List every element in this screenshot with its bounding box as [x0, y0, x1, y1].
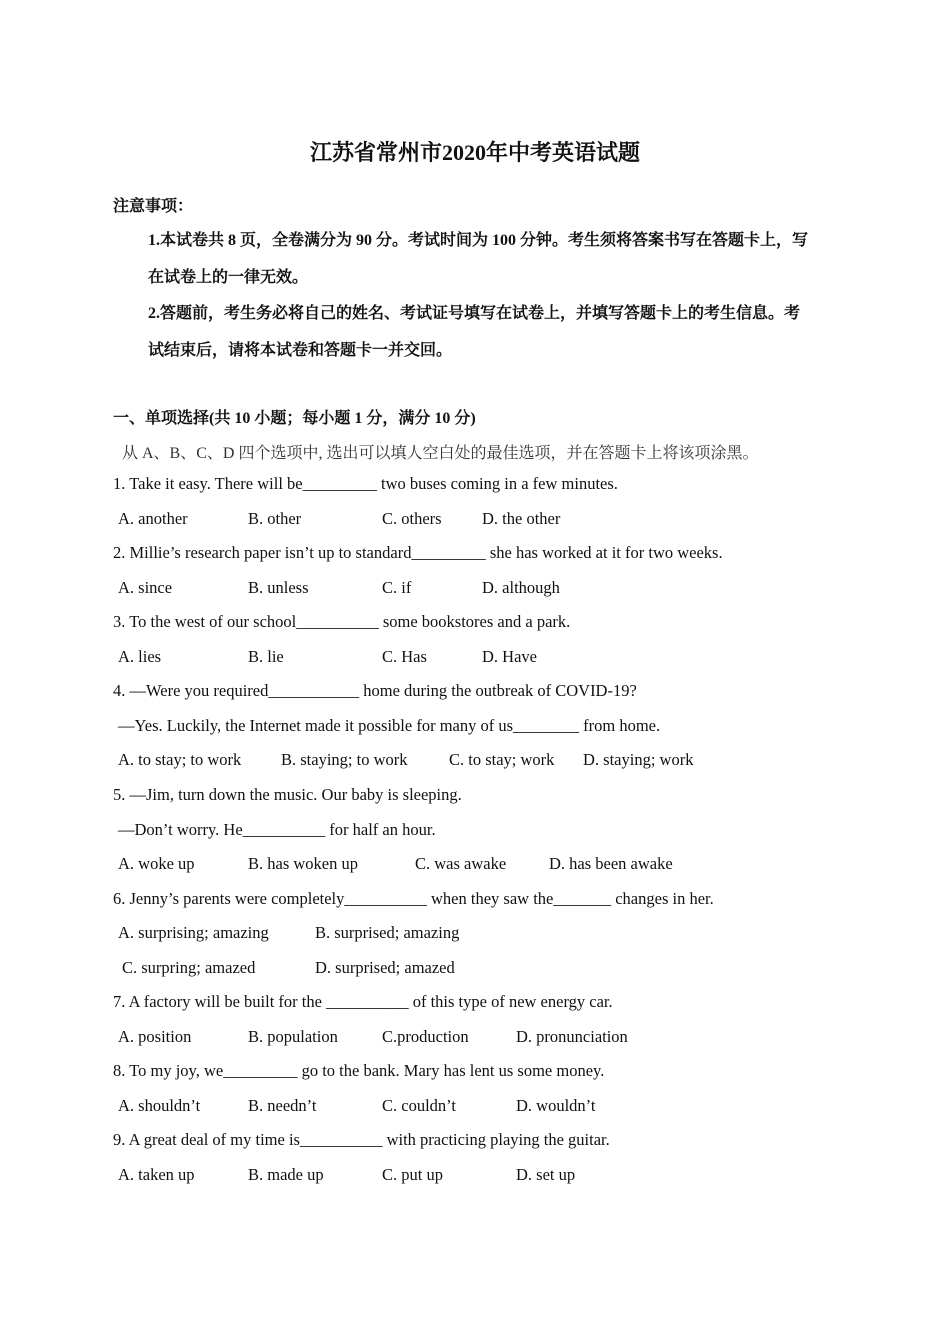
question-5-option-d: D. has been awake — [549, 854, 673, 873]
question-9-option-a: A. taken up — [118, 1165, 195, 1184]
question-2-option-d: D. although — [482, 578, 560, 597]
section-heading: 一、单项选择(共 10 小题；每小题 1 分，满分 10 分) — [113, 410, 476, 427]
question-9-option-d: D. set up — [516, 1165, 576, 1184]
notice-item-2-line-1: 2.答题前，考生务必将自己的姓名、考试证号填写在试卷上，并填写答题卡上的考生信息。考 — [148, 305, 801, 322]
question-3-option-c: C. Has — [382, 647, 427, 666]
question-2-option-a: A. since — [118, 578, 173, 597]
question-9-option-c: C. put up — [382, 1165, 443, 1184]
question-8-stem: 8. To my joy, we_________ go to the bank. Mary has lent us some money. — [113, 1061, 605, 1080]
question-7-stem: 7. A factory will be built for the __________ of this type of new energy car. — [113, 992, 613, 1011]
question-5-option-b: B. has woken up — [248, 854, 358, 873]
question-4-stem-reply: —Yes. Luckily, the Internet made it possible for many of us________ from home. — [118, 716, 661, 735]
question-2-stem: 2. Millie’s research paper isn’t up to standard_________ she has worked at it for two weeks. — [113, 543, 723, 562]
question-3-option-a: A. lies — [118, 647, 162, 666]
notice-item-1-line-1: 1.本试卷共 8 页，全卷满分为 90 分。考试时间为 100 分钟。考生须将答案书写在答题卡上，写 — [148, 232, 809, 249]
question-6-option-c: C. surpring; amazed — [122, 958, 256, 977]
question-4-option-b: B. staying; to work — [281, 750, 408, 769]
question-3-option-b: B. lie — [248, 647, 284, 666]
notice-item-2-line-2: 试结束后，请将本试卷和答题卡一并交回。 — [148, 342, 453, 359]
question-1-option-a: A. another — [118, 509, 188, 528]
question-3-option-d: D. Have — [482, 647, 537, 666]
question-8-option-c: C. couldn’t — [382, 1096, 456, 1115]
question-8-option-b: B. needn’t — [248, 1096, 317, 1115]
question-7-option-c: C.production — [382, 1027, 469, 1046]
question-6-stem: 6. Jenny’s parents were completely__________ when they saw the_______ changes in her. — [113, 889, 714, 908]
question-9-option-b: B. made up — [248, 1165, 324, 1184]
question-4-option-c: C. to stay; work — [449, 750, 555, 769]
question-6-option-a: A. surprising; amazing — [118, 923, 269, 942]
question-5-option-a: A. woke up — [118, 854, 195, 873]
notice-item-1-line-2: 在试卷上的一律无效。 — [148, 269, 309, 286]
notice-heading: 注意事项： — [113, 198, 194, 215]
question-1-stem: 1. Take it easy. There will be_________ two buses coming in a few minutes. — [113, 474, 618, 493]
question-2-option-c: C. if — [382, 578, 412, 597]
question-3-stem: 3. To the west of our school__________ some bookstores and a park. — [113, 612, 571, 631]
question-8-option-d: D. wouldn’t — [516, 1096, 596, 1115]
question-8-option-a: A. shouldn’t — [118, 1096, 201, 1115]
question-6-option-d: D. surprised; amazed — [315, 958, 455, 977]
question-7-option-b: B. population — [248, 1027, 338, 1046]
question-5-stem-reply: —Don’t worry. He__________ for half an hour. — [118, 820, 436, 839]
question-7-option-d: D. pronunciation — [516, 1027, 628, 1046]
question-2-option-b: B. unless — [248, 578, 309, 597]
question-9-stem: 9. A great deal of my time is__________ with practicing playing the guitar. — [113, 1130, 610, 1149]
question-7-option-a: A. position — [118, 1027, 192, 1046]
question-6-option-b: B. surprised; amazing — [315, 923, 460, 942]
question-1-option-b: B. other — [248, 509, 302, 528]
page-title: 江苏省常州市2020年中考英语试题 — [309, 140, 640, 165]
question-4-option-d: D. staying; work — [583, 750, 694, 769]
question-5-stem: 5. —Jim, turn down the music. Our baby is sleeping. — [113, 785, 462, 804]
question-5-option-c: C. was awake — [415, 854, 507, 873]
section-instruction: 从 A、B、C、D 四个选项中, 选出可以填人空白处的最佳选项，并在答题卡上将该项涂黑。 — [122, 445, 759, 462]
question-4-stem: 4. —Were you required___________ home during the outbreak of COVID-19? — [113, 681, 637, 700]
question-1-option-c: C. others — [382, 509, 442, 528]
question-4-option-a: A. to stay; to work — [118, 750, 242, 769]
question-1-option-d: D. the other — [482, 509, 561, 528]
